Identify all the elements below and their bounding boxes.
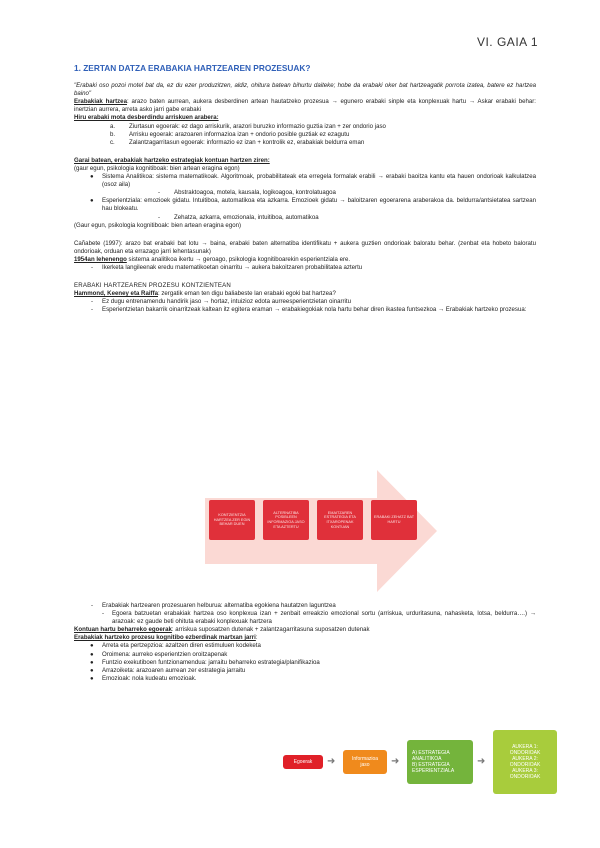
list-item: b. Arrisku egoerak: arazoaren informazioa izan + ondorio posible guztiak ez ezagutu <box>110 130 350 138</box>
list-item: - Erabakiak hartzearen prozesuaren helburua: alternatiba egokiena hautatzen laguntzea <box>74 602 536 610</box>
flow-box-information: Informazioa jaso <box>343 750 387 774</box>
canabete-paragraph: Cañabete (1997): arazo bat erabaki bat lotu → baina, erabaki baten alternatiba identifikatu + aukera guztien ondorioak baloratu behar. (zenbat eta hobeto baloratu ondorioak, orduan eta errazago jarri lehentasunak) <box>74 239 536 255</box>
process-step-1: KONTZIENTZIA HARTZEA ZER EGIN BEHAR DUEN <box>209 500 255 540</box>
arrow-right-icon: ➜ <box>327 756 336 767</box>
list-item: - Ikerketa langileenak eredu matematikoetan oinarritu → aukera bakoitzaren probabilitatea aztertu <box>74 264 536 272</box>
process-arrow-diagram <box>205 470 437 592</box>
canabete-list <box>74 264 536 272</box>
situations-paragraph: Kontuan hartu beharreko egoerak: arriskua suposatzen dutenak + zalantzagarritasuna suposatzen dutenak <box>74 626 370 634</box>
strategies-outro: (Gaur egun, psikologia kognitiboak: bien artean eragina egon) <box>74 221 242 229</box>
strategies-list <box>74 173 536 222</box>
arrow-right-icon: ➜ <box>477 756 486 767</box>
document-body-lower <box>74 602 536 683</box>
list-subitem: - Egoera batzuetan erabakiak hartzea oso konplexua izan + zenbait erreakzio emozional sortu (arriskua, urduritasuna, nahasketa, lotsa, beldurra….) → arazoak: ez gaude beti ohituta erabaki konplexuak hartzera <box>74 610 536 626</box>
types-heading: Hiru erabaki mota desberdindu arriskuen arabera: <box>74 114 219 122</box>
cognitive-list <box>74 642 536 682</box>
quote: "Erabaki oso pozoi motel bat da, ez du ezer produzitzen, aldiz, ohitura batean bihurtu daiteke; hobe da erabaki oker bat hartzeagatik porrota izatea, batere ez hartzea baino" <box>74 82 536 98</box>
document-body <box>74 64 536 314</box>
list-item: - Ez dugu entrenamendu handirik jaso → hortaz, intuizioz edota aurreesperientzietan oinarritu <box>74 298 536 306</box>
process-step-2: ALTERNATIBA POSIBLEEN INFORMAZIOA JASO ETA AZTERTU <box>263 500 309 540</box>
list-item: ● Oroimena: aurreko esperientzien oroitzapenak <box>74 651 536 659</box>
list-item: ● Sistema Analitikoa: sistema matematikoak. Algoritmoak, probabilitateak eta erregela formalak erabili → erabaki baoitza kantu eta hauen ondorioak kalkulatzea (osoz aila) - Abstraktoagoa, motela, kausala, logikoagoa, kontrolatuagoa <box>74 173 536 197</box>
list-item: ● Esperientziala: emozioek gidatu. Intuitiboa, automatikoa eta azkarra. Emozioek gidatu → baloitzaren egoerarena araberakoa da. beldurra/antsietatea sartzean hau blokeatu. - Zehatza, azkarra, emozionala, intuitiboa, automatikoa <box>74 197 536 221</box>
list-subitem: - Zehatza, azkarra, emozionala, intuitiboa, automatikoa <box>102 214 536 222</box>
flow-box-strategies: A) ESTRATEGIA ANALITIKOA B) ESTRATEGIA ESPERIENTZIALA <box>407 740 473 784</box>
arrow-right-icon: ➜ <box>391 756 400 767</box>
list-item: ● Funtzio exekutiboen funtzionamendua: jarraitu beharreko estrategia/planifikazioa <box>74 659 536 667</box>
list-item: ● Arrazoiketa: arazoaren aurrean zer estrategia jarraitu <box>74 667 536 675</box>
process-step-4: ERABAKI ZEHATZ BAT HARTU <box>371 500 417 540</box>
conscious-heading: ERABAKI HARTZEAREN PROZESU KONTZIENTEAN <box>74 282 232 290</box>
authors-paragraph: Hammond, Keeney eta Raiffa: zergatik eman ten digu baliabeste lan erabaki egoki bat hartzea? <box>74 290 336 298</box>
history-paragraph: 1954an lehenengo sistema analitikoa ikertu → geroago, psikologia kognitiboarekin esperientziala ere. <box>74 255 351 263</box>
process-step-3: EMAITZAREN ESTRATEGIA ETA ITXAROPENAK KONTUAN <box>317 500 363 540</box>
flow-box-situations: Egoerak <box>283 755 323 769</box>
definition-term: Erabakiak hartzea <box>74 98 127 106</box>
strategies-intro: (gaur egun, psikologia kognitiboak: bien artean eragina egon) <box>74 164 240 172</box>
list-item: ● Arreta eta pertzepzioa: azaltzen diren estimuluen kodeketa <box>74 642 536 650</box>
list-item: a. Ziurtasun egoerak: ez dago arriskurik, arazori buruzko informazio guztia izan + zer ondorio jaso <box>110 122 386 130</box>
definition <box>74 98 536 114</box>
decision-flow-diagram <box>275 730 580 840</box>
conscious-list <box>74 298 536 314</box>
list-subitem: - Abstraktoagoa, motela, kausala, logikoagoa, kontrolatuagoa <box>102 189 536 197</box>
section-title: 1. ZERTAN DATZA ERABAKIA HARTZEAREN PROZESUAK? <box>74 63 311 73</box>
flow-box-options: AUKERA 1: ONDORIOAK AUKERA 2: ONDORIOAK AUKERA 3: ONDORIOAK <box>493 730 557 794</box>
cognitive-heading: Erabakiak hartzeko prozesu kognitibo ezberdinak martxan jarri: <box>74 634 258 642</box>
definition-text: : arazo baten aurrean, aukera desberdinen artean hautatzeko prozesua → egunero erabaki sinple eta konplexuak hartu → Askar erabaki behar: inertzian aurrera, arreta asko jarri gabe erabaki <box>74 98 537 114</box>
page-header: VI. GAIA 1 <box>476 35 538 49</box>
types-list <box>74 123 536 147</box>
after-list <box>74 602 536 610</box>
list-item: ● Emozioak: nola kudeatu emozioak. <box>74 675 536 683</box>
strategies-heading: Garai batean, erabakiak hartzeko estrategiak kontuan hartzen ziren: <box>74 156 270 164</box>
list-item: - Esperientzietan bakarrik oinarritzeak kaltean itz egitera eraman → erabakiegokiak nola hartu behar diren ikastea funtsezkoa → Erabakiak hartzeko prozesua: <box>74 306 536 314</box>
list-item: c. Zalantzagarritasun egoerak: informazio ez izan + kontrolik ez, erabakiak beldurra eman <box>110 138 365 146</box>
